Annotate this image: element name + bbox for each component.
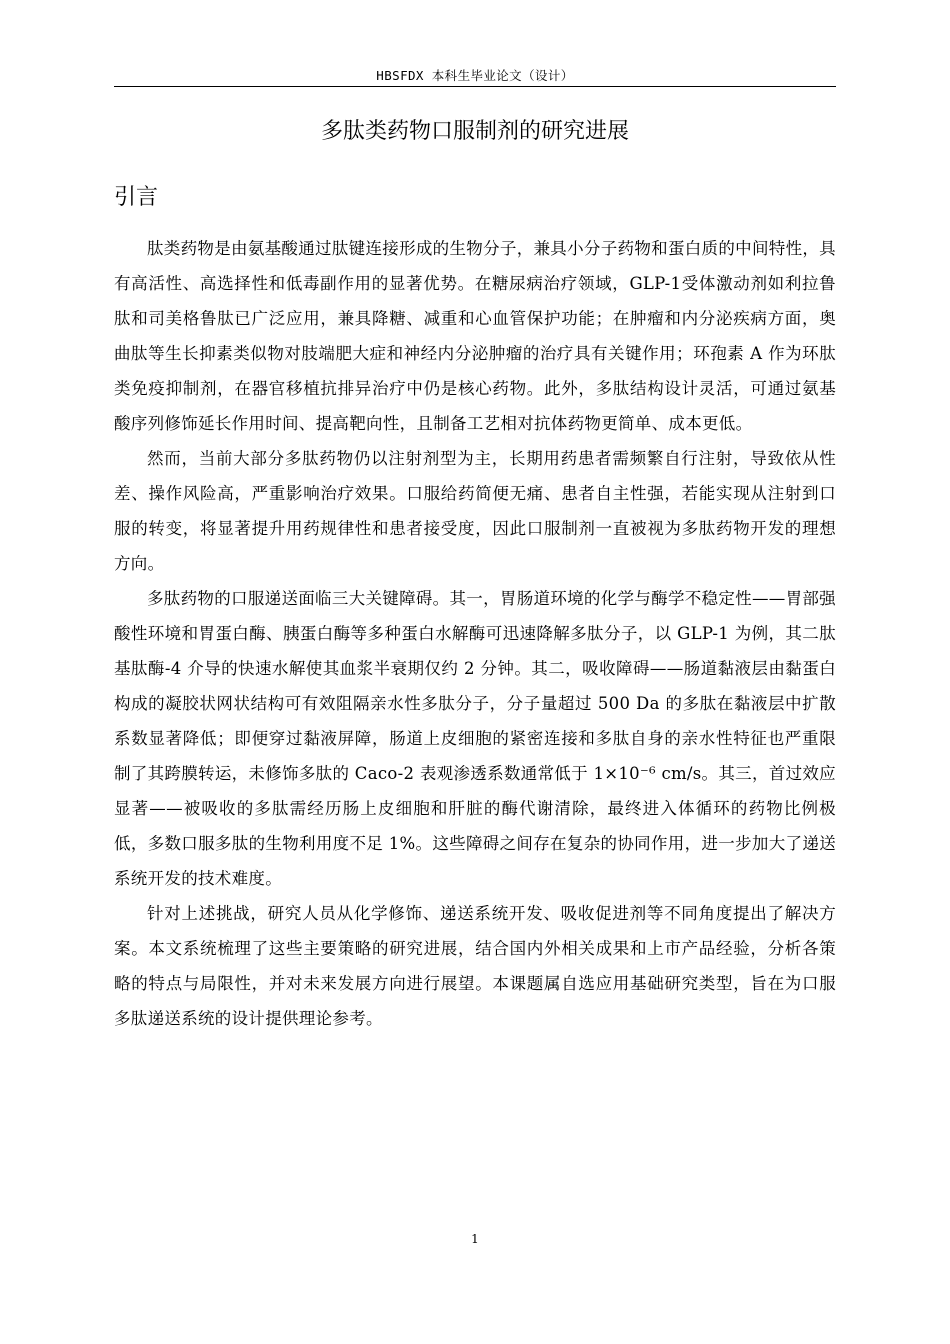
page-number: 1 xyxy=(471,1232,479,1246)
introduction-body xyxy=(114,231,836,1036)
header-rule xyxy=(114,86,836,87)
paragraph: 肽类药物是由氨基酸通过肽键连接形成的生物分子，兼具小分子药物和蛋白质的中间特性，具有高活性、高选择性和低毒副作用的显著优势。在糖尿病治疗领域，GLP-1受体激动剂如利拉鲁肽和司美格鲁肽已广泛应用，兼具降糖、减重和心血管保护功能；在肿瘤和内分泌疾病方面，奥曲肽等生长抑素类似物对肢端肥大症和神经内分泌肿瘤的治疗具有关键作用；环孢素 A 作为环肽类免疫抑制剂，在器官移植抗排异治疗中仍是核心药物。此外，多肽结构设计灵活，可通过氨基酸序列修饰延长作用时间、提高靶向性，且制备工艺相对抗体药物更简单、成本更低。 xyxy=(114,239,836,433)
document-title: 多肽类药物口服制剂的研究进展 xyxy=(320,119,629,144)
paragraph: 针对上述挑战，研究人员从化学修饰、递送系统开发、吸收促进剂等不同角度提出了解决方案。本文系统梳理了这些主要策略的研究进展，结合国内外相关成果和上市产品经验，分析各策略的特点与局限性，并对未来发展方向进行展望。本课题属自选应用基础研究类型，旨在为口服多肽递送系统的设计提供理论参考。 xyxy=(114,904,836,1028)
paragraph: 多肽药物的口服递送面临三大关键障碍。其一，胃肠道环境的化学与酶学不稳定性——胃部强酸性环境和胃蛋白酶、胰蛋白酶等多种蛋白水解酶可迅速降解多肽分子，以 GLP-1 为例，其二肽基肽酶-4 介导的快速水解使其血浆半衰期仅约 2 分钟。其二，吸收障碍——肠道黏液层由黏蛋白构成的凝胶状网状结构可有效阻隔亲水性多肽分子，分子量超过 500 Da 的多肽在黏液层中扩散系数显著降低；即便穿过黏液屏障，肠道上皮细胞的紧密连接和多肽自身的亲水性特征也严重限制了其跨膜转运，未修饰多肽的 Caco-2 表观渗透系数通常低于 1×10⁻⁶ cm/s。其三，首过效应显著——被吸收的多肽需经历肠上皮细胞和肝脏的酶代谢清除，最终进入体循环的药物比例极低，多数口服多肽的生物利用度不足 1%。这些障碍之间存在复杂的协同作用，进一步加大了递送系统开发的技术难度。 xyxy=(114,589,836,888)
running-header: HBSFDX 本科生毕业论文（设计） xyxy=(376,68,574,83)
paragraph: 然而，当前大部分多肽药物仍以注射剂型为主，长期用药患者需频繁自行注射，导致依从性差、操作风险高，严重影响治疗效果。口服给药简便无痛、患者自主性强，若能实现从注射到口服的转变，将显著提升用药规律性和患者接受度，因此口服制剂一直被视为多肽药物开发的理想方向。 xyxy=(114,449,836,573)
section-heading-introduction: 引言 xyxy=(114,185,159,210)
